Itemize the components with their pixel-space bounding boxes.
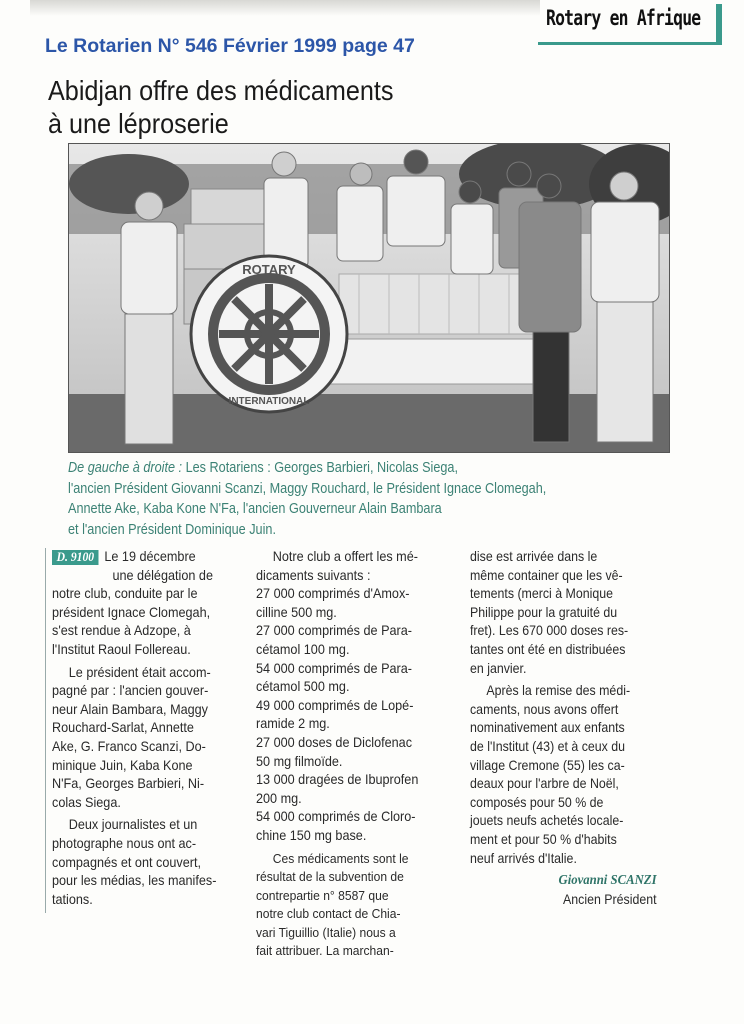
photo-caption xyxy=(68,458,605,540)
col1-paragraph-3: Deux journalistes et un photographe nous ont ac- compagnés et ont couvert, pour les médias, les manifes- tations. xyxy=(52,817,217,907)
title-line-1: Abidjan offre des médicaments xyxy=(48,75,394,106)
article-column-1 xyxy=(45,548,252,913)
caption-line-1-rest: Les Rotariens : Georges Barbieri, Nicolas Siega, xyxy=(182,460,458,476)
col3-paragraph-1: dise est arrivée dans le même container que les vê- tements (merci à Monique Philippe pour la gratuité du fret). Les 670 000 doses res- tantes ont été en distribuées en janvier. xyxy=(470,549,629,676)
caption-lead: De gauche à droite : xyxy=(68,460,183,476)
col3-paragraph-2: Après la remise des médi- caments, nous avons offert nominativement aux enfants de l'Institut (43) et à ceux du village Cremone (55) les ca- deaux pour l'arbre de Noël, composés pour 50 % de jouets neufs achetés locale- ment et pour 50 % d'habits neuf arrivés d'Italie. xyxy=(470,683,631,866)
signature-name: Giovanni SCANZI xyxy=(558,873,657,889)
group-photo xyxy=(68,143,670,453)
caption-line-4: et l'ancien Président Dominique Juin. xyxy=(68,521,276,538)
wheel-text-top: ROTARY xyxy=(242,262,296,277)
col2-paragraph-1: Notre club a offert les mé- dicaments suivants : 27 000 comprimés d'Amox- cilline 500 mg. 27 000 comprimés de Para- cétamol 100 mg. 54 000 comprimés de Para- cétamol 500 mg. 49 000 comprimés de Lopé- ramide 2 mg. 27 000 doses de Diclofenac 50 mg filmoïde. 13 000 dragées de Ibuprofen 200 mg. 54 000 comprimés de Cloro- chine 150 mg base. xyxy=(256,549,419,843)
district-badge: D. 9100 xyxy=(52,550,99,565)
col1-paragraph-1: D. 9100 Le 19 décembre une délégation de notre club, conduite par le président Ignace Clomegah, s'est rendue à Adzope, à l'Institut Raoul Follereau. xyxy=(52,549,213,657)
article-column-3 xyxy=(470,548,658,909)
article-column-2 xyxy=(256,548,446,965)
rotary-wheel-logo xyxy=(191,256,347,412)
wheel-text-bottom: INTERNATIONAL xyxy=(228,396,310,407)
col2-paragraph-2: Ces médicaments sont le résultat de la subvention de contrepartie n° 8587 que notre club contact de Chia- vari Tiguillio (Italie) nous a fait attribuer. La marchan- xyxy=(256,850,409,959)
photo-illustration xyxy=(69,144,669,452)
title-line-2: à une léproserie xyxy=(48,108,229,139)
caption-line-3: Annette Ake, Kaba Kone N'Fa, l'ancien Gouverneur Alain Bambara xyxy=(68,501,442,517)
article-title xyxy=(48,74,394,140)
publication-line: Le Rotarien N° 546 Février 1999 page 47 xyxy=(45,35,415,57)
scan-top-shadow xyxy=(30,0,540,16)
caption-line-2: l'ancien Président Giovanni Scanzi, Maggy Rouchard, le Président Ignace Clomegah, xyxy=(68,480,547,497)
section-tag: Rotary en Afrique xyxy=(546,6,701,30)
signature-role: Ancien Président xyxy=(563,891,657,907)
caption-line-1 xyxy=(68,458,605,479)
col1-paragraph-2: Le président était accom- pagné par : l'ancien gouver- neur Alain Bambara, Maggy Rouchard-Sarlat, Annette Ake, G. Franco Scanzi, Do- minique Juin, Kaba Kone N'Fa, Georges Barbieri, Ni- colas Siega. xyxy=(52,664,211,810)
section-tag-box xyxy=(538,4,722,45)
